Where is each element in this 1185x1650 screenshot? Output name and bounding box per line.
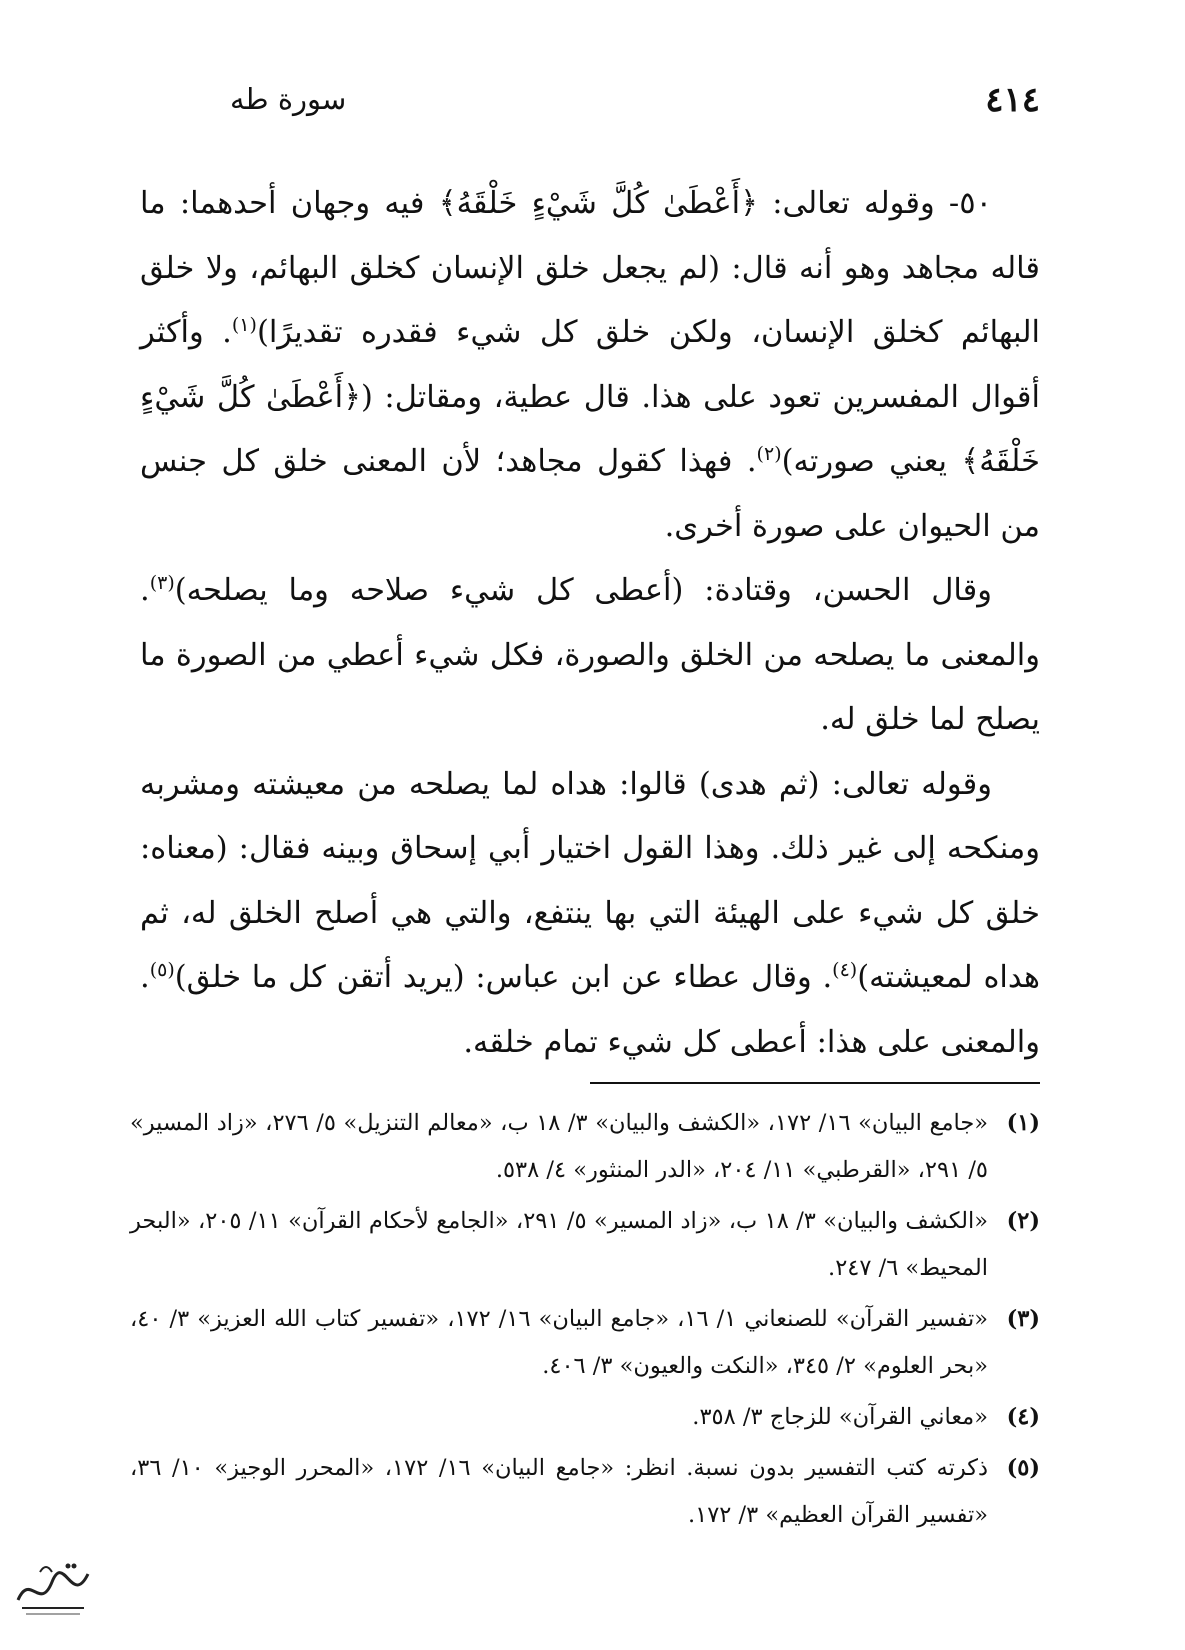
footnote-marker: (١): [231, 313, 257, 336]
footnote-text: ذكرته كتب التفسير بدون نسبة. انظر: «جامع البيان» ١٦/ ١٧٢، «المحرر الوجيز» ١٠/ ٣٦، «تفسير القرآن العظيم» ٣/ ١٧٢.: [130, 1455, 988, 1528]
footnote-number: (٣): [1006, 1306, 1040, 1332]
footnote: [130, 1445, 1040, 1539]
page-header: [130, 80, 1040, 130]
paragraph: [140, 559, 1040, 753]
paragraph-text: . وقال عطاء عن ابن عباس: (يريد أتقن كل ما خلق): [174, 960, 833, 995]
footnote-text: «تفسير القرآن» للصنعاني ١/ ١٦، «جامع البيان» ١٦/ ١٧٢، «تفسير كتاب الله العزيز» ٣/ ٤٠، «بحر العلوم» ٢/ ٣٤٥، «النكت والعيون» ٣/ ٤٠٦.: [130, 1306, 989, 1379]
paragraph-text: . والمعنى على هذا: أعطى كل شيء تمام خلقه.: [140, 960, 1040, 1060]
footnotes: [130, 1100, 1040, 1543]
footnote-number: (٢): [1006, 1208, 1040, 1234]
footnote-marker: (٤): [832, 958, 858, 981]
footnote: [130, 1296, 1040, 1390]
paragraph-text: وقوله تعالى: (ثم هدى) قالوا: هداه لما يصلحه من معيشته ومشربه ومنكحه إلى غير ذلك. وهذا القول اختيار أبي إسحاق وبينه فقال: (معناه: خلق كل شيء على الهيئة التي بها ينتفع، والتي هي أصلح الخلق له، ثم هداه لمعيشته): [140, 766, 1040, 995]
body-text: [140, 172, 1040, 1075]
footnote: [130, 1100, 1040, 1194]
running-title: سورة طه: [230, 82, 347, 116]
footnote: [130, 1198, 1040, 1292]
page-number: ٤١٤: [985, 80, 1040, 120]
paragraph-text: وقال الحسن، وقتادة: (أعطى كل شيء صلاحه وما يصلحه): [174, 573, 992, 608]
paragraph-text: ٥٠- وقوله تعالى: ﴿أَعْطَىٰ كُلَّ شَيْءٍ خَلْقَهُ﴾ فيه وجهان أحدهما: ما قاله مجاهد وهو أنه قال: (لم يجعل خلق الإنسان كخلق البهائم، ولا خلق البهائم كخلق الإنسان، ولكن خلق كل شيء فقدره تقديرًا): [140, 186, 1040, 350]
footnote-divider: [590, 1082, 1040, 1084]
footnote-text: «الكشف والبيان» ٣/ ١٨ ب، «زاد المسير» ٥/ ٢٩١، «الجامع لأحكام القرآن» ١١/ ٢٠٥، «البحر المحيط» ٦/ ٢٤٧.: [130, 1208, 989, 1281]
footnote-text: «معاني القرآن» للزجاج ٣/ ٣٥٨.: [692, 1404, 988, 1430]
paragraph: [140, 172, 1040, 559]
paragraph: [140, 753, 1040, 1076]
footnote-marker: (٢): [756, 442, 782, 465]
footnote-text: «جامع البيان» ١٦/ ١٧٢، «الكشف والبيان» ٣/ ١٨ ب، «معالم التنزيل» ٥/ ٢٧٦، «زاد المسير» ٥/ ٢٩١، «القرطبي» ١١/ ٢٠٤، «الدر المنثور» ٤/ ٥٣٨.: [130, 1110, 989, 1183]
paragraph-text: . والمعنى ما يصلحه من الخلق والصورة، فكل شيء أعطي من الصورة ما يصلح لما خلق له.: [140, 573, 1040, 737]
footnote-number: (١): [1006, 1110, 1040, 1136]
footnote-number: (٥): [1006, 1455, 1040, 1481]
footnote: [130, 1394, 1040, 1441]
paragraph-text: . وأكثر أقوال المفسرين تعود على هذا. قال عطية، ومقاتل: (﴿أَعْطَىٰ كُلَّ شَيْءٍ خَلْقَهُ﴾ يعني صورته): [140, 315, 1040, 479]
publisher-stamp-logo: [10, 1552, 96, 1622]
footnote-marker: (٣): [149, 571, 175, 594]
footnote-marker: (٥): [149, 958, 175, 981]
paragraph-text: . فهذا كقول مجاهد؛ لأن المعنى خلق كل جنس من الحيوان على صورة أخرى.: [140, 444, 1040, 544]
footnote-number: (٤): [1006, 1404, 1040, 1430]
